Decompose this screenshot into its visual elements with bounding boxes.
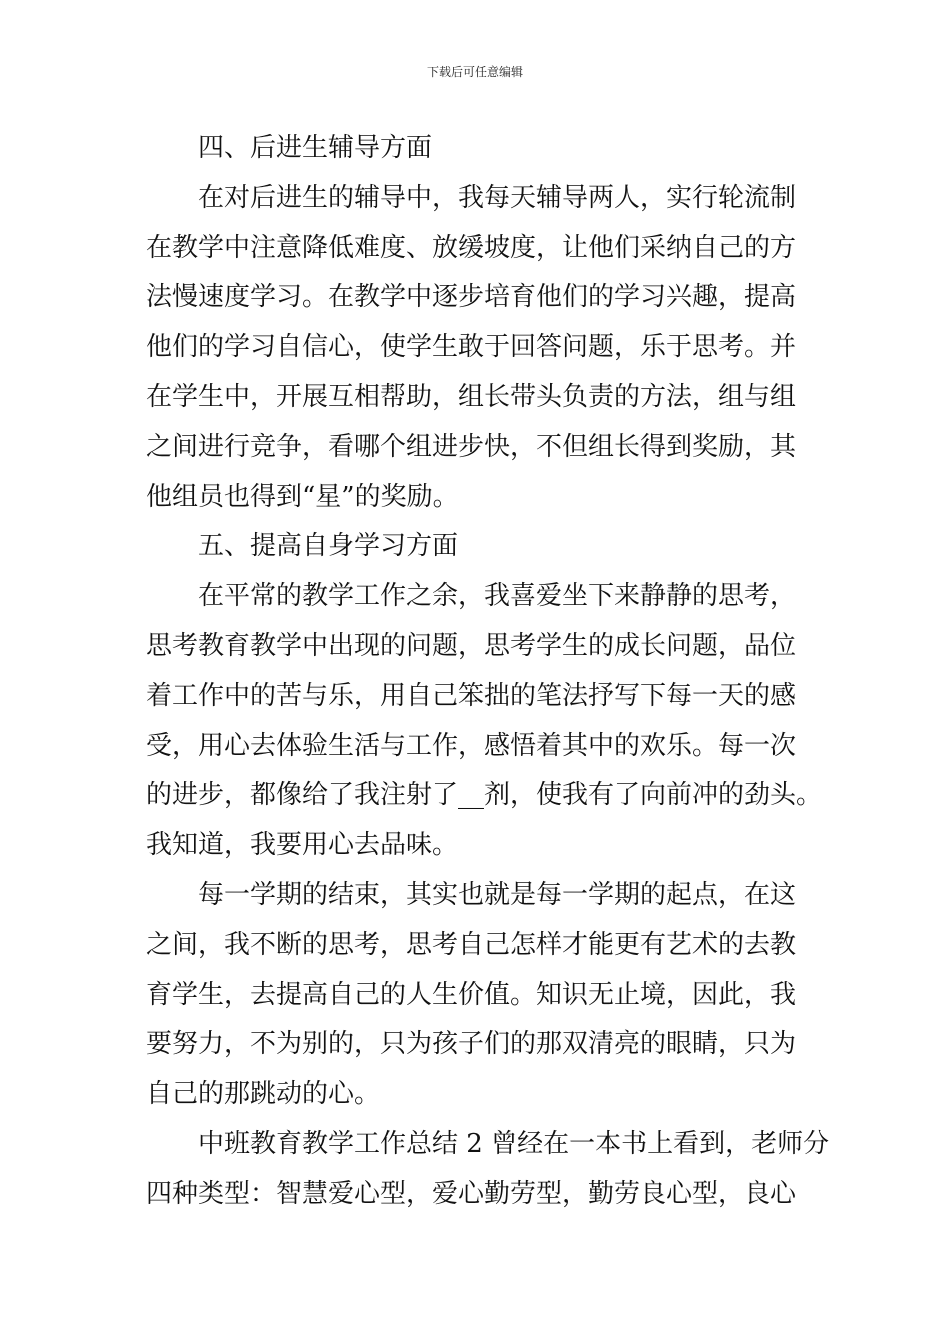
text-line: 在教学中注意降低难度、放缓坡度，让他们采纳自己的方 xyxy=(146,232,797,263)
paragraph xyxy=(146,572,823,871)
text-line: 在平常的教学工作之余，我喜爱坐下来静静的思考， xyxy=(198,581,797,612)
page-header: 下载后可任意编辑 xyxy=(426,65,523,79)
text-line: 自己的那跳动的心。 xyxy=(146,1079,381,1110)
section-heading-4 xyxy=(146,124,816,174)
text-line: 他组员也得到“星”的奖励。 xyxy=(146,481,459,512)
text-line: 在对后进生的辅导中，我每天辅导两人，实行轮流制 xyxy=(198,182,797,213)
paragraph xyxy=(146,1120,830,1220)
paragraph xyxy=(146,871,816,1120)
text-line: 四种类型：智慧爱心型，爱心勤劳型，勤劳良心型，良心 xyxy=(146,1178,797,1209)
text-line: 着工作中的苦与乐，用自己笨拙的笔法抒写下每一天的感 xyxy=(146,680,797,711)
text-line: 之间进行竞争，看哪个组进步快，不但组长得到奖励，其 xyxy=(146,431,797,462)
text-line: 五、提高自身学习方面 xyxy=(198,531,459,562)
text-line: 中班教育教学工作总结 2 曾经在一本书上看到，老师分 xyxy=(198,1128,830,1159)
text-line: 每一学期的结束，其实也就是每一学期的起点，在这 xyxy=(198,879,797,910)
paragraph xyxy=(146,174,816,523)
text-line: 育学生，去提高自己的人生价值。知识无止境，因此，我 xyxy=(146,979,797,1010)
text-line: 之间，我不断的思考，思考自己怎样才能更有艺术的去教 xyxy=(146,929,797,960)
text-line: 受，用心去体验生活与工作，感悟着其中的欢乐。每一次 xyxy=(146,730,797,761)
text-line: 要努力，不为别的，只为孩子们的那双清亮的眼睛，只为 xyxy=(146,1029,797,1060)
text-line: 四、后进生辅导方面 xyxy=(198,133,433,163)
text-line: 思考教育教学中出现的问题，思考学生的成长问题，品位 xyxy=(146,630,797,661)
text-line: 法慢速度学习。在教学中逐步培育他们的学习兴趣，提高 xyxy=(146,282,797,313)
section-heading-5 xyxy=(146,522,816,572)
text-line: 我知道，我要用心去品味。 xyxy=(146,830,459,861)
body-text xyxy=(146,124,830,1220)
text-line: 的进步，都像给了我注射了__剂，使我有了向前冲的劲头。 xyxy=(146,780,823,811)
text-line: 在学生中，开展互相帮助，组长带头负责的方法，组与组 xyxy=(146,381,797,412)
text-line: 他们的学习自信心，使学生敢于回答问题，乐于思考。并 xyxy=(146,332,797,363)
